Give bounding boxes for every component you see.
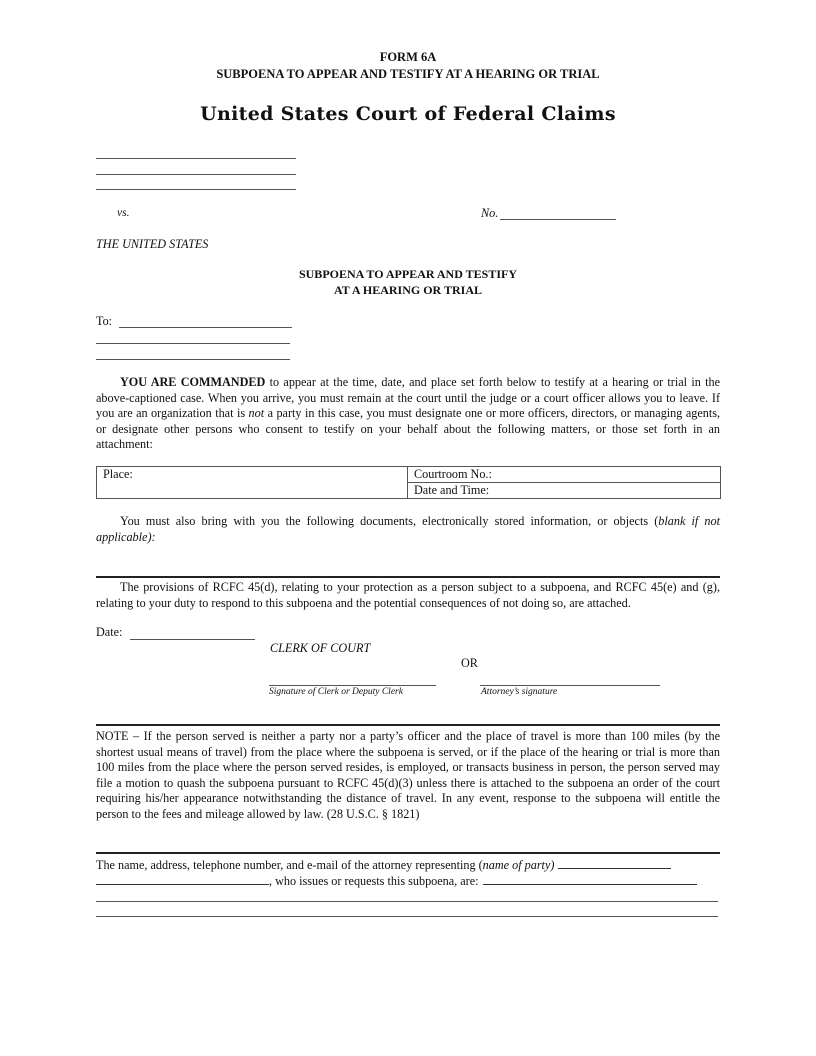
date-line[interactable]	[130, 639, 255, 640]
attorney-info-line-2[interactable]	[96, 916, 718, 917]
plaintiff-line-3[interactable]	[96, 189, 296, 190]
attorney-info-blank[interactable]	[483, 872, 697, 885]
form-title: SUBPOENA TO APPEAR AND TESTIFY AT A HEARING OR TRIAL	[216, 67, 600, 81]
command-text-1: to appear at the time, date, and place set forth below to testify at a hearing or trial in the above-captioned case. When you arrive, you must remain at the court until the judge or a court officer allows you to leave. If you are an organization that is	[96, 375, 720, 421]
attorney-name-blank[interactable]	[96, 872, 269, 885]
clerk-signature-line[interactable]	[269, 685, 436, 686]
date-time-cell[interactable]	[408, 483, 721, 499]
attorney-signature-line[interactable]	[480, 685, 660, 686]
section-divider-3	[96, 852, 720, 854]
attorney-signature-caption: Attorney’s signature	[481, 687, 558, 697]
note-paragraph: NOTE – If the person served is neither a party nor a party’s officer and the place of travel is more than 100 miles (by the shortest usual means of travel) from the place where the subpoena is served, or if the place of the hearing or trial is more than 100 miles from the place where the person served resides, is employed, or transacts business in person, the person served may file a motion to quash the subpoena pursuant to RCFC 45(d)(3) unless there is attached to the subpoena an order of the court requiring his/her appearance notwithstanding the distance of travel. In any event, response to the subpoena will entitle the person to the fees and mileage allowed by law. (28 U.S.C. § 1821)	[96, 729, 720, 821]
attorney-text-2: , who issues or requests this subpoena, are:	[269, 874, 479, 888]
form-number: FORM 6A	[379, 50, 437, 64]
clerk-signature-caption: Signature of Clerk or Deputy Clerk	[269, 687, 403, 697]
documents-blank-note: blank if not applicable):	[96, 514, 720, 544]
attorney-text-1: The name, address, telephone number, and e-mail of the attorney representing (	[96, 858, 483, 872]
attorney-info-line-1[interactable]	[96, 901, 718, 902]
documents-paragraph	[96, 514, 720, 545]
attorney-party-note: name of party)	[482, 858, 555, 872]
command-text-2: a party in this case, you must designate one or more officers, directors, or managing agents, or designate other persons who consent to testify on your behalf about the following matters, or those set forth in an attachment:	[96, 406, 721, 452]
provisions-paragraph: The provisions of RCFC 45(d), relating to your protection as a person subject to a subpoena, and RCFC 45(e) and (g), relating to your duty to respond to this subpoena and the potential consequences of not doing so, are attached.	[96, 580, 720, 610]
date-time-label: Date and Time:	[414, 483, 490, 497]
plaintiff-line-2[interactable]	[96, 174, 296, 175]
case-no-label: No.	[481, 206, 499, 220]
command-paragraph	[96, 375, 720, 453]
place-table	[96, 466, 721, 499]
courtroom-cell[interactable]	[408, 467, 721, 483]
case-no-line[interactable]	[500, 219, 616, 220]
subpoena-title-line1: SUBPOENA TO APPEAR AND TESTIFY	[298, 267, 518, 281]
date-label: Date:	[96, 625, 123, 639]
defendant: THE UNITED STATES	[96, 237, 209, 251]
to-line-2[interactable]	[96, 343, 290, 344]
subpoena-title-line2: AT A HEARING OR TRIAL	[333, 283, 483, 297]
party-name-blank[interactable]	[558, 856, 671, 869]
attorney-line-1	[96, 856, 671, 873]
court-name: United States Court of Federal Claims	[200, 103, 616, 125]
to-line-3[interactable]	[96, 359, 290, 360]
courtroom-label: Courtroom No.:	[414, 467, 492, 481]
to-label: To:	[96, 314, 113, 328]
section-divider-1	[96, 576, 720, 578]
command-not: not	[248, 406, 265, 421]
section-divider-2	[96, 724, 720, 726]
place-label: Place:	[103, 467, 133, 481]
clerk-of-court: CLERK OF COURT	[270, 641, 371, 655]
documents-text: You must also bring with you the following documents, electronically stored information, or objects (	[120, 514, 659, 528]
or-label: OR	[461, 656, 478, 670]
attorney-line-2	[96, 872, 697, 889]
plaintiff-line-1[interactable]	[96, 158, 296, 159]
to-line-1[interactable]	[119, 327, 292, 328]
place-cell[interactable]	[97, 467, 408, 499]
vs-label: vs.	[117, 207, 130, 219]
command-lead: YOU ARE COMMANDED	[120, 375, 266, 389]
